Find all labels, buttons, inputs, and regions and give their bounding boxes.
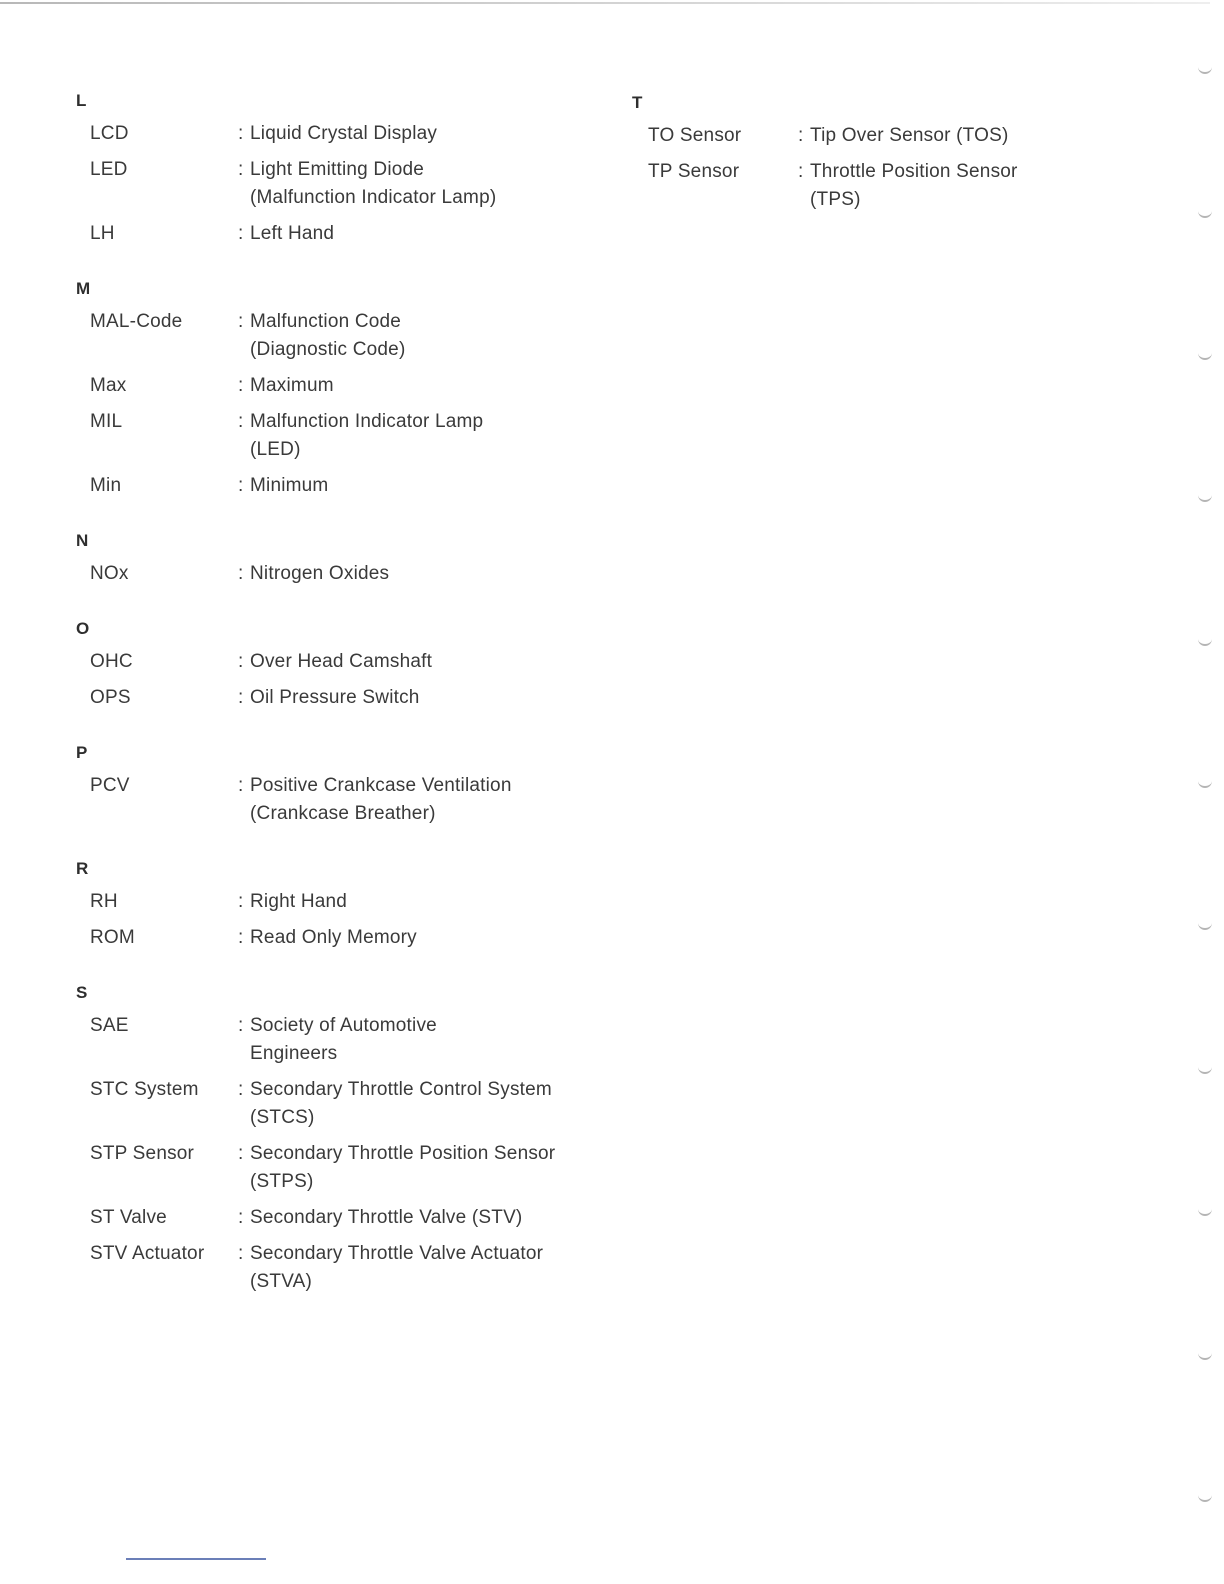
glossary-definition — [238, 684, 606, 712]
binding-mark — [1198, 1352, 1212, 1360]
glossary-entry — [76, 308, 606, 364]
glossary-group-s — [76, 982, 606, 1296]
definition-separator: : — [238, 891, 244, 912]
definition-line — [238, 648, 606, 676]
glossary-term: OHC — [90, 651, 133, 672]
glossary-definition — [238, 156, 606, 212]
definition-continuation: (LED) — [250, 439, 301, 460]
glossary-entry — [76, 220, 606, 248]
definition-text: Nitrogen Oxides — [250, 563, 390, 584]
section-letter: T — [632, 93, 643, 112]
definition-text: Right Hand — [250, 891, 348, 912]
definition-text: Society of Automotive — [250, 1015, 437, 1036]
definition-continuation: (STPS) — [250, 1171, 314, 1192]
section-letter: M — [76, 279, 91, 298]
glossary-term: RH — [90, 891, 118, 912]
definition-text: Malfunction Code — [250, 311, 402, 332]
definition-line — [238, 924, 606, 952]
definition-separator: : — [238, 1243, 244, 1264]
definition-line — [238, 1076, 606, 1104]
definition-text: Light Emitting Diode — [250, 159, 425, 180]
glossary-group-o — [76, 618, 606, 712]
definition-text: Positive Crankcase Ventilation — [250, 775, 512, 796]
definition-separator: : — [798, 161, 804, 182]
definition-separator: : — [238, 563, 244, 584]
glossary-term: LCD — [90, 123, 129, 144]
glossary-definition — [238, 1240, 606, 1296]
definition-text: Secondary Throttle Position Sensor — [250, 1143, 556, 1164]
top-scan-edge — [0, 2, 1210, 4]
definition-text: Throttle Position Sensor — [810, 161, 1018, 182]
glossary-group-m — [76, 278, 606, 500]
glossary-entry — [76, 156, 606, 212]
definition-text: Secondary Throttle Control System — [250, 1079, 552, 1100]
section-letter: P — [76, 743, 88, 762]
glossary-group-t — [632, 92, 1112, 214]
glossary-entry — [76, 1204, 606, 1232]
glossary-entry — [76, 560, 606, 588]
glossary-entry — [76, 772, 606, 828]
definition-continuation: Engineers — [250, 1043, 338, 1064]
section-letter: O — [76, 619, 90, 638]
glossary-term: OPS — [90, 687, 131, 708]
definition-separator: : — [238, 123, 244, 144]
definition-separator: : — [238, 375, 244, 396]
definition-separator: : — [238, 687, 244, 708]
definition-line — [238, 308, 606, 336]
glossary-definition — [238, 372, 606, 400]
glossary-definition — [238, 408, 606, 464]
definition-line — [238, 1240, 606, 1268]
definition-separator: : — [798, 125, 804, 146]
definition-line — [238, 408, 606, 436]
glossary-term: ROM — [90, 927, 135, 948]
glossary-group-n — [76, 530, 606, 588]
glossary-entry — [76, 648, 606, 676]
definition-separator: : — [238, 159, 244, 180]
glossary-entry — [76, 888, 606, 916]
section-letter: S — [76, 983, 88, 1002]
definition-continuation: (STCS) — [250, 1107, 315, 1128]
glossary-definition — [238, 1140, 606, 1196]
section-letter: R — [76, 859, 89, 878]
glossary-entry — [76, 1240, 606, 1296]
glossary-entry — [76, 472, 606, 500]
glossary-entry — [76, 408, 606, 464]
glossary-definition — [798, 122, 1112, 150]
binding-mark — [1198, 1494, 1212, 1502]
binding-mark — [1198, 1066, 1212, 1074]
definition-separator: : — [238, 1015, 244, 1036]
definition-line — [238, 560, 606, 588]
glossary-group-r — [76, 858, 606, 952]
definition-separator: : — [238, 1207, 244, 1228]
glossary-definition — [238, 648, 606, 676]
definition-line — [238, 372, 606, 400]
definition-text: Liquid Crystal Display — [250, 123, 438, 144]
definition-text: Read Only Memory — [250, 927, 417, 948]
definition-line — [238, 1012, 606, 1040]
binding-mark — [1198, 922, 1212, 930]
glossary-term: MIL — [90, 411, 123, 432]
glossary-entry — [632, 158, 1112, 214]
glossary-group-p — [76, 742, 606, 828]
definition-separator: : — [238, 1079, 244, 1100]
definition-text: Tip Over Sensor (TOS) — [810, 125, 1009, 146]
glossary-term: SAE — [90, 1015, 129, 1036]
definition-line — [238, 684, 606, 712]
glossary-definition — [238, 120, 606, 148]
definition-text: Maximum — [250, 375, 334, 396]
glossary-term: TO Sensor — [648, 125, 742, 146]
definition-continuation: (Crankcase Breather) — [250, 803, 436, 824]
section-letter: L — [76, 91, 87, 110]
glossary-term: STP Sensor — [90, 1143, 195, 1164]
binding-hole-marks — [1192, 0, 1216, 1584]
glossary-entry — [76, 1140, 606, 1196]
glossary-definition — [238, 1204, 606, 1232]
definition-text: Minimum — [250, 475, 329, 496]
definition-line — [238, 1140, 606, 1168]
section-letter: N — [76, 531, 89, 550]
binding-mark — [1198, 780, 1212, 788]
glossary-term: Max — [90, 375, 127, 396]
glossary-entry — [76, 684, 606, 712]
definition-line — [798, 158, 1112, 186]
glossary-entry — [76, 1012, 606, 1068]
definition-line — [238, 156, 606, 184]
glossary-right-column — [632, 92, 1112, 222]
glossary-left-column — [76, 90, 606, 1304]
definition-line — [238, 120, 606, 148]
definition-text: Secondary Throttle Valve (STV) — [250, 1207, 523, 1228]
glossary-definition — [238, 924, 606, 952]
glossary-definition — [238, 1076, 606, 1132]
glossary-entry — [76, 372, 606, 400]
definition-line — [238, 772, 606, 800]
footer-rule — [126, 1558, 266, 1560]
glossary-term: Min — [90, 475, 122, 496]
definition-continuation: (TPS) — [810, 189, 861, 210]
binding-mark — [1198, 210, 1212, 218]
glossary-definition — [238, 772, 606, 828]
definition-separator: : — [238, 651, 244, 672]
glossary-term: STC System — [90, 1079, 199, 1100]
definition-separator: : — [238, 927, 244, 948]
definition-text: Malfunction Indicator Lamp — [250, 411, 484, 432]
glossary-entry — [76, 120, 606, 148]
binding-mark — [1198, 494, 1212, 502]
binding-mark — [1198, 1208, 1212, 1216]
glossary-term: MAL-Code — [90, 311, 183, 332]
glossary-entry — [632, 122, 1112, 150]
glossary-definition — [798, 158, 1112, 214]
binding-mark — [1198, 638, 1212, 646]
definition-line — [238, 1204, 606, 1232]
definition-text: Left Hand — [250, 223, 335, 244]
glossary-definition — [238, 560, 606, 588]
binding-mark — [1198, 352, 1212, 360]
definition-line — [238, 472, 606, 500]
definition-continuation: (STVA) — [250, 1271, 313, 1292]
definition-separator: : — [238, 311, 244, 332]
glossary-term: STV Actuator — [90, 1243, 205, 1264]
definition-separator: : — [238, 223, 244, 244]
definition-continuation: (Malfunction Indicator Lamp) — [250, 187, 497, 208]
definition-separator: : — [238, 411, 244, 432]
definition-text: Over Head Camshaft — [250, 651, 433, 672]
glossary-term: TP Sensor — [648, 161, 740, 182]
glossary-definition — [238, 888, 606, 916]
binding-mark — [1198, 66, 1212, 74]
definition-line — [238, 888, 606, 916]
glossary-term: ST Valve — [90, 1207, 167, 1228]
definition-separator: : — [238, 775, 244, 796]
glossary-entry — [76, 924, 606, 952]
definition-line — [238, 220, 606, 248]
glossary-term: LH — [90, 223, 115, 244]
definition-text: Oil Pressure Switch — [250, 687, 420, 708]
glossary-term: PCV — [90, 775, 130, 796]
glossary-definition — [238, 472, 606, 500]
glossary-definition — [238, 1012, 606, 1068]
glossary-term: NOx — [90, 563, 129, 584]
glossary-entry — [76, 1076, 606, 1132]
glossary-definition — [238, 220, 606, 248]
definition-separator: : — [238, 475, 244, 496]
glossary-group-l — [76, 90, 606, 248]
definition-separator: : — [238, 1143, 244, 1164]
glossary-term: LED — [90, 159, 128, 180]
definition-text: Secondary Throttle Valve Actuator — [250, 1243, 544, 1264]
glossary-definition — [238, 308, 606, 364]
definition-continuation: (Diagnostic Code) — [250, 339, 406, 360]
definition-line — [798, 122, 1112, 150]
